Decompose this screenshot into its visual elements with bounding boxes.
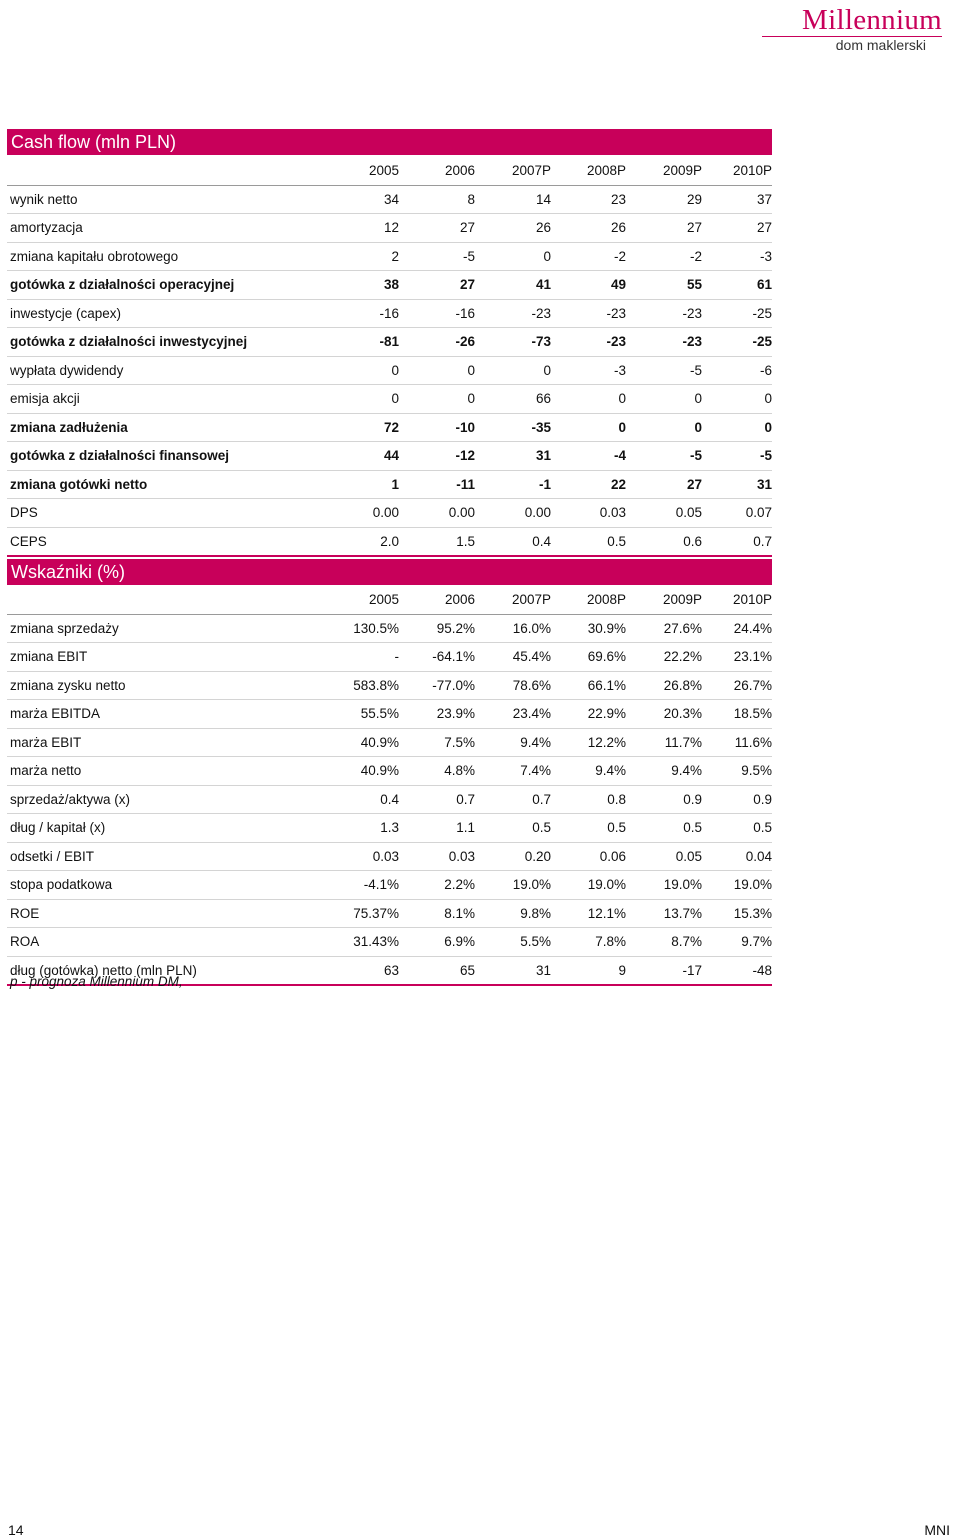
row-label: CEPS	[10, 533, 47, 549]
row-label: wypłata dywidendy	[10, 362, 124, 378]
value-cell: 0	[543, 248, 551, 264]
value-cell: 7.8%	[595, 934, 626, 950]
value-cell: 26	[610, 220, 626, 236]
year-header-cell: 2009P	[662, 163, 702, 179]
value-cell: 0.5	[607, 820, 626, 836]
millennium-logo	[762, 4, 942, 53]
value-cell: 0.4	[380, 791, 399, 807]
table-row	[7, 185, 772, 214]
year-header-cell: 2009P	[662, 592, 702, 608]
value-cell: 0	[467, 362, 475, 378]
value-cell: 8	[467, 191, 475, 207]
value-cell: -73	[531, 334, 551, 350]
value-cell: 16.0%	[512, 620, 551, 636]
cashflow-table	[7, 157, 772, 557]
value-cell: -5	[462, 248, 475, 264]
table-row	[7, 871, 772, 900]
value-cell: 27	[756, 220, 772, 236]
value-cell: 0.9	[753, 791, 772, 807]
value-cell: 0	[764, 419, 772, 435]
value-cell: 22.9%	[587, 706, 626, 722]
value-cell: 9.8%	[520, 905, 551, 921]
value-cell: 1.1	[456, 820, 475, 836]
value-cell: 0.5	[532, 820, 551, 836]
table-row	[7, 700, 772, 729]
row-label: marża netto	[10, 763, 82, 779]
value-cell: -5	[689, 448, 702, 464]
value-cell: 23	[610, 191, 626, 207]
year-header-cell: 2008P	[586, 592, 626, 608]
value-cell: 23.9%	[436, 706, 475, 722]
value-cell: 11.6%	[734, 734, 772, 750]
row-label: zmiana zysku netto	[10, 677, 126, 693]
ratios-section-header	[7, 559, 772, 585]
year-header-cell: 2005	[368, 592, 399, 608]
row-label: emisja akcji	[10, 391, 80, 407]
value-cell: -5	[689, 362, 702, 378]
value-cell: 0.03	[448, 848, 475, 864]
value-cell: 0	[467, 391, 475, 407]
value-cell: 0.00	[372, 505, 399, 521]
value-cell: 1.3	[380, 820, 399, 836]
year-header-cell: 2008P	[586, 163, 626, 179]
year-header-cell: 2010P	[732, 163, 772, 179]
value-cell: 27.6%	[663, 620, 702, 636]
row-label: DPS	[10, 505, 38, 521]
value-cell: 29	[686, 191, 702, 207]
value-cell: 12.2%	[587, 734, 626, 750]
table-row	[7, 385, 772, 414]
table-row	[7, 356, 772, 385]
table-row	[7, 499, 772, 528]
row-label: zmiana gotówki netto	[10, 476, 148, 492]
value-cell: -17	[682, 962, 702, 978]
table-row	[7, 899, 772, 928]
ticker-code: MNI	[924, 1522, 950, 1538]
ratios-table	[7, 586, 772, 986]
value-cell: -26	[455, 334, 475, 350]
value-cell: -3	[613, 362, 626, 378]
value-cell: 26.8%	[663, 677, 702, 693]
cashflow-section-header	[7, 129, 772, 155]
year-header-cell: 2010P	[732, 592, 772, 608]
row-label: zmiana zadłużenia	[10, 419, 128, 435]
value-cell: 0	[391, 391, 399, 407]
value-cell: 69.6%	[587, 649, 626, 665]
year-header-cell: 2006	[444, 163, 475, 179]
header-blank-cell	[7, 157, 322, 185]
table-row	[7, 527, 772, 556]
value-cell: -23	[682, 305, 702, 321]
value-cell: 31.43%	[353, 934, 399, 950]
value-cell: 49	[610, 277, 626, 293]
value-cell: -6	[759, 362, 772, 378]
logo-rule	[762, 36, 942, 37]
value-cell: 37	[756, 191, 772, 207]
table-row	[7, 214, 772, 243]
value-cell: 0	[694, 419, 702, 435]
page-number: 14	[8, 1522, 24, 1538]
value-cell: 130.5%	[353, 620, 399, 636]
value-cell: 26.7%	[733, 677, 772, 693]
value-cell: 31	[535, 448, 551, 464]
value-cell: -	[394, 649, 399, 665]
table-row	[7, 442, 772, 471]
value-cell: 0.7	[456, 791, 475, 807]
row-label: sprzedaż/aktywa (x)	[10, 791, 131, 807]
value-cell: 27	[459, 277, 475, 293]
value-cell: 45.4%	[512, 649, 551, 665]
value-cell: -16	[455, 305, 475, 321]
value-cell: 15.3%	[733, 905, 772, 921]
table-row	[7, 413, 772, 442]
value-cell: 9.7%	[741, 934, 772, 950]
row-label: zmiana EBIT	[10, 649, 88, 665]
value-cell: 0.03	[599, 505, 626, 521]
ratios-title: Wskaźniki (%)	[11, 562, 126, 582]
cashflow-title: Cash flow (mln PLN)	[11, 132, 177, 152]
value-cell: -64.1%	[432, 649, 475, 665]
value-cell: 0	[694, 391, 702, 407]
value-cell: -10	[455, 419, 475, 435]
value-cell: 0.8	[607, 791, 626, 807]
value-cell: 95.2%	[436, 620, 475, 636]
value-cell: 23.1%	[733, 649, 772, 665]
year-header-cell: 2007P	[511, 592, 551, 608]
table-row	[7, 814, 772, 843]
value-cell: 7.5%	[444, 734, 475, 750]
value-cell: -25	[752, 305, 772, 321]
value-cell: -5	[759, 448, 772, 464]
value-cell: 6.9%	[444, 934, 475, 950]
table-row	[7, 328, 772, 357]
value-cell: 0.7	[753, 533, 772, 549]
value-cell: 0.9	[683, 791, 702, 807]
value-cell: 75.37%	[353, 905, 399, 921]
value-cell: 0	[618, 391, 626, 407]
value-cell: 2	[391, 248, 399, 264]
value-cell: 23.4%	[512, 706, 551, 722]
table-row	[7, 643, 772, 672]
value-cell: 27	[686, 476, 702, 492]
row-label: gotówka z działalności operacyjnej	[10, 277, 235, 293]
value-cell: 18.5%	[733, 706, 772, 722]
value-cell: 0	[764, 391, 772, 407]
value-cell: 2.2%	[444, 877, 475, 893]
value-cell: 31	[756, 476, 772, 492]
year-header-row	[7, 586, 772, 614]
table-row	[7, 928, 772, 957]
value-cell: -1	[538, 476, 551, 492]
value-cell: 26	[535, 220, 551, 236]
row-label: zmiana sprzedaży	[10, 620, 119, 636]
value-cell: 27	[459, 220, 475, 236]
value-cell: 44	[383, 448, 399, 464]
value-cell: 11.7%	[664, 734, 702, 750]
value-cell: 0.05	[675, 848, 702, 864]
header-blank-cell	[7, 586, 322, 614]
table-row	[7, 614, 772, 643]
row-label: marża EBITDA	[10, 706, 101, 722]
year-header-row	[7, 157, 772, 185]
logo-subtitle: dom maklerski	[835, 37, 926, 53]
value-cell: 66	[535, 391, 551, 407]
value-cell: 5.5%	[520, 934, 551, 950]
table-row	[7, 671, 772, 700]
value-cell: -77.0%	[432, 677, 475, 693]
year-header-cell: 2007P	[511, 163, 551, 179]
row-label: zmiana kapitału obrotowego	[10, 248, 179, 264]
value-cell: 40.9%	[360, 734, 399, 750]
value-cell: 0.5	[753, 820, 772, 836]
value-cell: -48	[752, 962, 772, 978]
value-cell: 9.4%	[520, 734, 551, 750]
value-cell: 0.03	[372, 848, 399, 864]
table-row	[7, 757, 772, 786]
value-cell: 61	[756, 277, 772, 293]
row-label: amortyzacja	[10, 220, 83, 236]
value-cell: -23	[531, 305, 551, 321]
value-cell: 19.0%	[733, 877, 772, 893]
value-cell: -25	[752, 334, 772, 350]
value-cell: 55	[686, 277, 702, 293]
row-label: gotówka z działalności inwestycyjnej	[10, 334, 248, 350]
value-cell: 0.04	[745, 848, 772, 864]
value-cell: 22.2%	[663, 649, 702, 665]
value-cell: 0.20	[524, 848, 551, 864]
value-cell: 1	[391, 476, 399, 492]
row-label: dług (gotówka) netto (mln PLN)	[10, 962, 197, 978]
row-label: ROA	[10, 934, 40, 950]
value-cell: 0.4	[532, 533, 551, 549]
value-cell: -2	[689, 248, 702, 264]
year-header-cell: 2005	[368, 163, 399, 179]
table-row	[7, 242, 772, 271]
value-cell: 0.7	[532, 791, 551, 807]
row-label: stopa podatkowa	[10, 877, 113, 893]
value-cell: -3	[759, 248, 772, 264]
table-row	[7, 271, 772, 300]
value-cell: 583.8%	[353, 677, 399, 693]
table-row	[7, 470, 772, 499]
value-cell: 27	[686, 220, 702, 236]
value-cell: -2	[613, 248, 626, 264]
value-cell: -81	[379, 334, 399, 350]
value-cell: 41	[535, 277, 551, 293]
value-cell: 0.00	[448, 505, 475, 521]
value-cell: -23	[682, 334, 702, 350]
year-header-cell: 2006	[444, 592, 475, 608]
value-cell: 14	[535, 191, 551, 207]
value-cell: 2.0	[380, 533, 399, 549]
value-cell: 1.5	[456, 533, 475, 549]
value-cell: 0.5	[607, 533, 626, 549]
value-cell: 4.8%	[444, 763, 475, 779]
value-cell: -11	[456, 476, 475, 492]
value-cell: 55.5%	[360, 706, 399, 722]
row-label: gotówka z działalności finansowej	[10, 448, 230, 464]
value-cell: 19.0%	[512, 877, 551, 893]
value-cell: 9	[618, 962, 626, 978]
value-cell: 9.4%	[671, 763, 702, 779]
value-cell: 0.5	[683, 820, 702, 836]
row-label: marża EBIT	[10, 734, 82, 750]
value-cell: 66.1%	[587, 677, 626, 693]
value-cell: 63	[383, 962, 399, 978]
value-cell: 72	[383, 419, 399, 435]
value-cell: 20.3%	[663, 706, 702, 722]
value-cell: 24.4%	[733, 620, 772, 636]
row-label: wynik netto	[10, 191, 78, 207]
value-cell: 31	[535, 962, 551, 978]
row-label: inwestycje (capex)	[10, 305, 122, 321]
table-row	[7, 842, 772, 871]
value-cell: -16	[379, 305, 399, 321]
value-cell: 38	[383, 277, 399, 293]
value-cell: -35	[531, 419, 551, 435]
row-label: ROE	[10, 905, 40, 921]
row-label: odsetki / EBIT	[10, 848, 95, 864]
value-cell: 30.9%	[587, 620, 626, 636]
value-cell: 0	[543, 362, 551, 378]
value-cell: 65	[459, 962, 475, 978]
table-row	[7, 728, 772, 757]
value-cell: 0	[391, 362, 399, 378]
table-row	[7, 299, 772, 328]
value-cell: -23	[606, 305, 626, 321]
value-cell: 19.0%	[663, 877, 702, 893]
value-cell: -12	[455, 448, 475, 464]
value-cell: 13.7%	[663, 905, 702, 921]
value-cell: -23	[606, 334, 626, 350]
value-cell: 7.4%	[520, 763, 551, 779]
value-cell: 34	[383, 191, 399, 207]
value-cell: 12	[383, 220, 399, 236]
value-cell: 0.07	[745, 505, 772, 521]
value-cell: 19.0%	[587, 877, 626, 893]
value-cell: 9.4%	[595, 763, 626, 779]
value-cell: 40.9%	[360, 763, 399, 779]
value-cell: 0	[618, 419, 626, 435]
value-cell: 0.05	[675, 505, 702, 521]
value-cell: 8.7%	[671, 934, 702, 950]
value-cell: 9.5%	[741, 763, 772, 779]
value-cell: 78.6%	[512, 677, 551, 693]
value-cell: -4	[613, 448, 626, 464]
row-label: dług / kapitał (x)	[10, 820, 106, 836]
logo-wordmark: Millennium	[802, 4, 942, 36]
value-cell: 12.1%	[587, 905, 626, 921]
value-cell: 22	[610, 476, 626, 492]
forecast-footnote: p - prognoza Millennium DM,	[10, 974, 183, 989]
value-cell: 0.6	[683, 533, 702, 549]
table-row	[7, 785, 772, 814]
value-cell: 0.06	[599, 848, 626, 864]
value-cell: -4.1%	[363, 877, 399, 893]
value-cell: 0.00	[524, 505, 551, 521]
value-cell: 8.1%	[444, 905, 475, 921]
